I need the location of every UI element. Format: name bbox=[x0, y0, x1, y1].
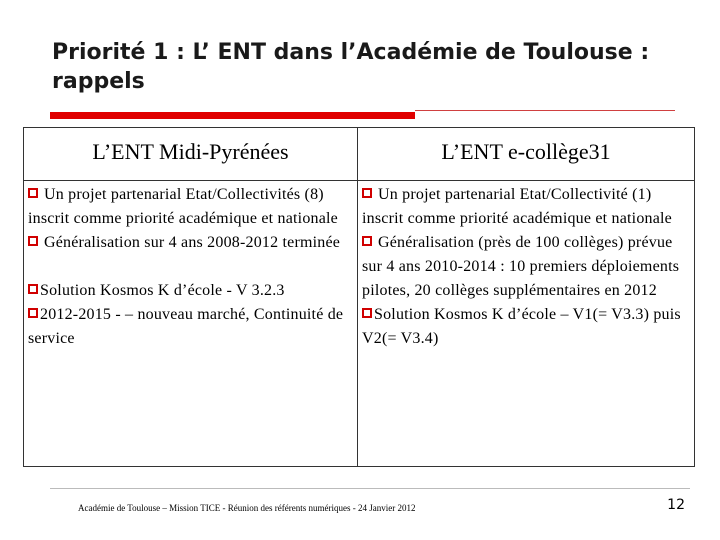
footer-rule bbox=[50, 488, 690, 489]
column-divider bbox=[357, 128, 358, 466]
col2-content bbox=[362, 183, 692, 351]
title-rule bbox=[415, 110, 675, 111]
hollow-square-icon bbox=[362, 236, 372, 246]
col2-header: L’ENT e-collège31 bbox=[441, 139, 611, 164]
list-item bbox=[362, 231, 692, 303]
list-item bbox=[362, 183, 692, 231]
footer-text: Académie de Toulouse – Mission TICE - Réunion des référents numériques - 24 Janvier 2012 bbox=[78, 503, 416, 513]
col1-content bbox=[28, 183, 346, 351]
list-item bbox=[28, 231, 346, 255]
list-item bbox=[28, 303, 346, 351]
hollow-square-icon bbox=[362, 308, 372, 318]
table-header-row bbox=[24, 128, 694, 181]
page-number: 12 bbox=[667, 497, 685, 513]
hollow-square-icon bbox=[28, 308, 38, 318]
title-accent-bar bbox=[50, 112, 415, 119]
list-item bbox=[362, 303, 692, 351]
list-item-text: Généralisation sur 4 ans 2008-2012 terminée bbox=[44, 234, 341, 251]
list-item-text: Un projet partenarial Etat/Collectivités (8) inscrit comme priorité académique et nationale bbox=[28, 186, 338, 227]
list-item bbox=[28, 183, 346, 231]
list-item bbox=[28, 279, 346, 303]
hollow-square-icon bbox=[28, 188, 38, 198]
list-item-text: Solution Kosmos K d’école - V 3.2.3 bbox=[40, 282, 285, 299]
list-item-text: Généralisation (près de 100 collèges) prévue sur 4 ans 2010-2014 : 10 premiers déploiements pilotes, 20 collèges supplémentaires en 2012 bbox=[362, 234, 680, 299]
list-item-text: Solution Kosmos K d’école – V1(= V3.3) puis V2(= V3.4) bbox=[362, 306, 681, 347]
slide-title: Priorité 1 : L’ ENT dans l’Académie de Toulouse : rappels bbox=[52, 40, 650, 94]
hollow-square-icon bbox=[28, 284, 38, 294]
list-item-text: Un projet partenarial Etat/Collectivité (1) inscrit comme priorité académique et nationale bbox=[362, 186, 672, 227]
hollow-square-icon bbox=[362, 188, 372, 198]
col1-header: L’ENT Midi-Pyrénées bbox=[92, 139, 289, 164]
list-item-text: 2012-2015 - – nouveau marché, Continuité de service bbox=[28, 306, 344, 347]
hollow-square-icon bbox=[28, 236, 38, 246]
